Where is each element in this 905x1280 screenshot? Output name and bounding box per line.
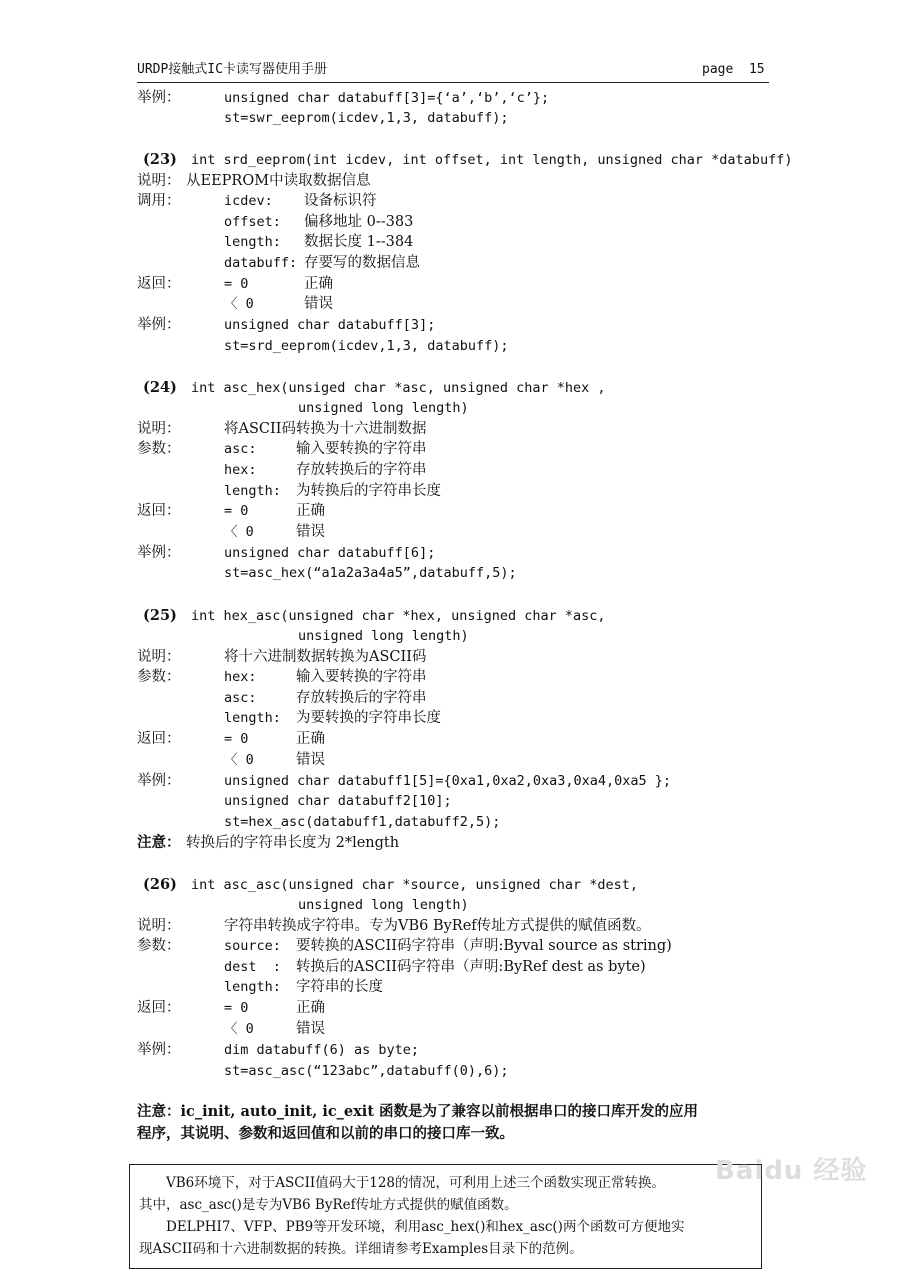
param-name: offset: — [224, 214, 281, 230]
s26-signature: int asc_asc(unsigned char *source, unsigned char *dest, — [191, 877, 639, 893]
return-desc: 正确 — [296, 1000, 325, 1016]
s24-number: (24) — [143, 379, 177, 396]
s26-return-label: 返回： — [137, 1000, 181, 1016]
s25-note-label: 注意： — [137, 834, 181, 851]
compat-note-line: 注意：ic_init, auto_init, ic_exit 函数是为了兼容以前根据串口的接口库开发的应用 — [137, 1103, 699, 1120]
s25-example-label: 举例： — [137, 773, 181, 789]
s24-desc-label: 说明： — [137, 421, 181, 437]
return-value: 〈 0 — [224, 296, 254, 312]
s25-signature: int hex_asc(unsigned char *hex, unsigned char *asc, — [191, 608, 606, 624]
s25-note: 转换后的字符串长度为 2*length — [186, 835, 400, 851]
param-desc: 偏移地址 0--383 — [304, 214, 414, 230]
info-box-line: VB6环境下，对于ASCII值码大于128的情况，可利用上述三个函数实现正常转换。 — [166, 1175, 666, 1191]
return-value: 〈 0 — [224, 1021, 254, 1037]
return-desc: 正确 — [296, 731, 325, 747]
param-name: hex: — [224, 462, 257, 478]
s22-example-line: unsigned char databuff[3]={‘a’,‘b’,‘c’}; — [224, 90, 550, 106]
s26-desc-label: 说明： — [137, 918, 181, 934]
s23-example-line: unsigned char databuff[3]; — [224, 317, 436, 333]
param-name: length: — [224, 710, 281, 726]
page-number: page 15 — [702, 62, 765, 77]
param-desc: 输入要转换的字符串 — [296, 669, 427, 685]
s24-desc: 将ASCII码转换为十六进制数据 — [224, 421, 427, 437]
info-box-line: 其中，asc_asc()是专为VB6 ByRef传址方式提供的赋值函数。 — [139, 1197, 518, 1213]
param-desc: 存放转换后的字符串 — [296, 462, 427, 478]
s25-return-label: 返回： — [137, 731, 181, 747]
return-value: = 0 — [224, 503, 249, 519]
s26-example-line: dim databuff(6) as byte; — [224, 1042, 420, 1058]
return-desc: 错误 — [296, 1021, 325, 1037]
param-name: length: — [224, 483, 281, 499]
info-box-line: DELPHI7、VFP、PB9等开发环境，利用asc_hex()和hex_asc()两个函数可方便地实 — [166, 1219, 685, 1235]
info-box-line: 现ASCII码和十六进制数据的转换。详细请参考Examples目录下的范例。 — [139, 1241, 583, 1257]
s24-return-label: 返回： — [137, 503, 181, 519]
param-name: asc: — [224, 441, 257, 457]
s25-example-line: unsigned char databuff2[10]; — [224, 793, 452, 809]
param-name: length: — [224, 234, 281, 250]
param-name: asc: — [224, 690, 257, 706]
s25-signature-cont: unsigned long length) — [298, 628, 469, 644]
s24-param-label: 参数： — [137, 441, 181, 457]
param-desc: 输入要转换的字符串 — [296, 441, 427, 457]
s23-desc: 从EEPROM中读取数据信息 — [186, 173, 371, 189]
s26-number: (26) — [143, 876, 177, 893]
s23-number: (23) — [143, 151, 177, 168]
header-title: URDP接触式IC卡读写器使用手册 — [137, 62, 327, 77]
s24-signature: int asc_hex(unsiged char *asc, unsigned char *hex , — [191, 380, 606, 396]
s23-signature: int srd_eeprom(int icdev, int offset, int length, unsigned char *databuff) — [191, 152, 793, 168]
return-desc: 正确 — [304, 276, 333, 292]
return-value: = 0 — [224, 731, 249, 747]
s25-desc: 将十六进制数据转换为ASCII码 — [224, 649, 427, 665]
param-name: databuff: — [224, 255, 298, 271]
param-desc: 设备标识符 — [304, 193, 377, 209]
param-name: icdev: — [224, 193, 273, 209]
param-desc: 要转换的ASCII码字符串（声明:Byval source as string) — [296, 938, 672, 954]
param-desc: 为要转换的字符串长度 — [296, 710, 441, 726]
param-name: dest : — [224, 959, 281, 975]
s26-example-label: 举例： — [137, 1042, 181, 1058]
compat-note-line: 程序，其说明、参数和返回值和以前的串口的接口库一致。 — [137, 1125, 514, 1142]
param-desc: 存要写的数据信息 — [304, 255, 420, 271]
s26-param-label: 参数： — [137, 938, 181, 954]
s25-desc-label: 说明： — [137, 649, 181, 665]
s22-example-label: 举例： — [137, 90, 181, 106]
s26-signature-cont: unsigned long length) — [298, 897, 469, 913]
return-desc: 正确 — [296, 503, 325, 519]
s24-example-line: st=asc_hex(“a1a2a3a4a5”,databuff,5); — [224, 565, 517, 581]
s25-param-label: 参数： — [137, 669, 181, 685]
s25-number: (25) — [143, 607, 177, 624]
s24-signature-cont: unsigned long length) — [298, 400, 469, 416]
return-value: = 0 — [224, 276, 249, 292]
s26-desc: 字符串转换成字符串。专为VB6 ByRef传址方式提供的赋值函数。 — [224, 918, 651, 934]
s23-example-line: st=srd_eeprom(icdev,1,3, databuff); — [224, 338, 509, 354]
s23-desc-label: 说明： — [137, 173, 181, 189]
s22-example-line: st=swr_eeprom(icdev,1,3, databuff); — [224, 110, 509, 126]
return-desc: 错误 — [296, 524, 325, 540]
return-desc: 错误 — [296, 752, 325, 768]
param-desc: 转换后的ASCII码字符串（声明:ByRef dest as byte) — [296, 959, 646, 975]
return-value: 〈 0 — [224, 524, 254, 540]
s24-example-line: unsigned char databuff[6]; — [224, 545, 436, 561]
param-desc: 字符串的长度 — [296, 979, 383, 995]
s26-example-line: st=asc_asc(“123abc”,databuff(0),6); — [224, 1063, 509, 1079]
param-name: source: — [224, 938, 281, 954]
s24-example-label: 举例： — [137, 545, 181, 561]
param-desc: 存放转换后的字符串 — [296, 690, 427, 706]
s23-call-label: 调用： — [137, 193, 181, 209]
s23-example-label: 举例： — [137, 317, 181, 333]
return-value: 〈 0 — [224, 752, 254, 768]
param-name: hex: — [224, 669, 257, 685]
return-value: = 0 — [224, 1000, 249, 1016]
param-desc: 为转换后的字符串长度 — [296, 483, 441, 499]
header-rule — [137, 82, 769, 83]
s25-example-line: st=hex_asc(databuff1,databuff2,5); — [224, 814, 501, 830]
s23-return-label: 返回： — [137, 276, 181, 292]
return-desc: 错误 — [304, 296, 333, 312]
param-desc: 数据长度 1--384 — [304, 234, 414, 250]
s25-example-line: unsigned char databuff1[5]={0xa1,0xa2,0xa3,0xa4,0xa5 }; — [224, 773, 672, 789]
param-name: length: — [224, 979, 281, 995]
watermark-logo: Baidu 经验 — [715, 1156, 868, 1186]
